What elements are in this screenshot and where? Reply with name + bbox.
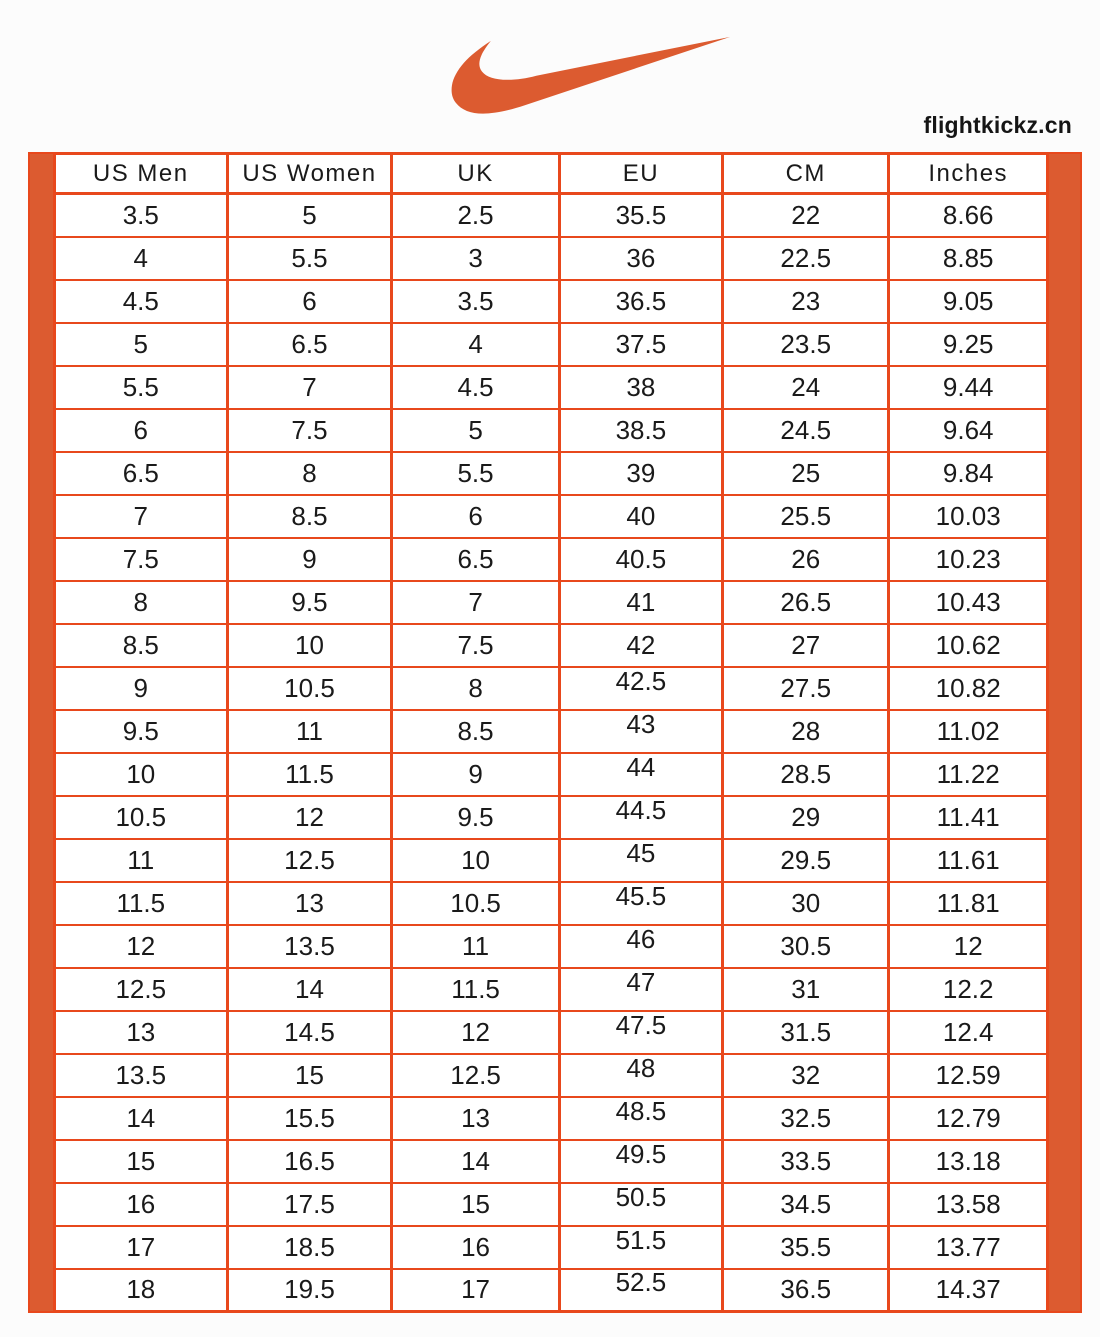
size-cell: 11.61 [889,839,1048,882]
size-cell: 13 [55,1011,228,1054]
size-cell: 15 [392,1183,559,1226]
size-cell: 6 [55,409,228,452]
table-row [55,452,1048,495]
size-cell: 14 [392,1140,559,1183]
size-cell: 10 [227,624,392,667]
size-cell: 9 [392,753,559,796]
size-cell: 9.84 [889,452,1048,495]
table-row [55,1140,1048,1183]
size-cell: 11 [55,839,228,882]
size-cell: 5.5 [55,366,228,409]
size-cell: 10.03 [889,495,1048,538]
size-cell: 49.5 [559,1140,722,1183]
size-cell: 12.5 [227,839,392,882]
table-row [55,495,1048,538]
size-cell: 43 [559,710,722,753]
column-header: EU [559,154,722,194]
size-cell: 10.23 [889,538,1048,581]
table-row [55,1183,1048,1226]
size-cell: 35.5 [559,194,722,237]
size-cell: 25.5 [723,495,889,538]
size-cell: 19.5 [227,1269,392,1312]
size-cell: 16.5 [227,1140,392,1183]
size-cell: 7.5 [55,538,228,581]
size-cell: 9.5 [227,581,392,624]
size-cell: 5.5 [227,237,392,280]
table-row [55,280,1048,323]
size-cell: 45 [559,839,722,882]
size-cell: 39 [559,452,722,495]
size-cell: 11.5 [55,882,228,925]
size-cell: 50.5 [559,1183,722,1226]
table-row [55,1011,1048,1054]
nike-swoosh-icon [450,24,732,120]
size-cell: 10.5 [392,882,559,925]
column-header: UK [392,154,559,194]
size-cell: 23.5 [723,323,889,366]
size-cell: 22 [723,194,889,237]
size-cell: 37.5 [559,323,722,366]
size-cell: 27.5 [723,667,889,710]
size-cell: 13 [392,1097,559,1140]
size-cell: 13.18 [889,1140,1048,1183]
size-cell: 9.05 [889,280,1048,323]
size-cell: 7 [55,495,228,538]
size-cell: 36.5 [559,280,722,323]
size-cell: 9.25 [889,323,1048,366]
size-cell: 16 [55,1183,228,1226]
size-cell: 11.02 [889,710,1048,753]
column-header: US Men [55,154,228,194]
size-cell: 13.77 [889,1226,1048,1269]
size-cell: 14.37 [889,1269,1048,1312]
size-cell: 28.5 [723,753,889,796]
table-row [55,194,1048,237]
size-cell: 12 [227,796,392,839]
size-cell: 7 [392,581,559,624]
size-cell: 5 [227,194,392,237]
table-row [55,323,1048,366]
size-cell: 15 [55,1140,228,1183]
right-accent-bar [1049,152,1082,1313]
size-cell: 23 [723,280,889,323]
size-cell: 18.5 [227,1226,392,1269]
size-cell: 7.5 [227,409,392,452]
size-cell: 28 [723,710,889,753]
table-row [55,968,1048,1011]
size-cell: 8 [227,452,392,495]
size-cell: 9 [55,667,228,710]
size-cell: 17.5 [227,1183,392,1226]
size-cell: 26.5 [723,581,889,624]
size-cell: 5.5 [392,452,559,495]
size-cell: 12.5 [55,968,228,1011]
size-cell: 29.5 [723,839,889,882]
size-cell: 24 [723,366,889,409]
size-conversion-table [53,152,1049,1313]
table-row [55,667,1048,710]
table-row [55,796,1048,839]
table-row [55,237,1048,280]
size-cell: 34.5 [723,1183,889,1226]
column-header: Inches [889,154,1048,194]
size-cell: 10.82 [889,667,1048,710]
size-cell: 11.5 [227,753,392,796]
size-cell: 7 [227,366,392,409]
size-cell: 2.5 [392,194,559,237]
size-cell: 3.5 [392,280,559,323]
size-cell: 52.5 [559,1269,722,1312]
size-cell: 14.5 [227,1011,392,1054]
size-cell: 47 [559,968,722,1011]
size-cell: 8.85 [889,237,1048,280]
size-chart [28,152,1082,1313]
size-cell: 5 [55,323,228,366]
size-cell: 22.5 [723,237,889,280]
size-cell: 12 [889,925,1048,968]
page-header [0,0,1100,152]
size-cell: 44.5 [559,796,722,839]
size-cell: 6.5 [227,323,392,366]
size-cell: 12.59 [889,1054,1048,1097]
size-cell: 44 [559,753,722,796]
size-cell: 11.81 [889,882,1048,925]
table-row [55,409,1048,452]
size-cell: 41 [559,581,722,624]
size-cell: 10.62 [889,624,1048,667]
size-cell: 11 [227,710,392,753]
size-cell: 12.5 [392,1054,559,1097]
size-cell: 38.5 [559,409,722,452]
size-cell: 51.5 [559,1226,722,1269]
size-cell: 36 [559,237,722,280]
size-cell: 12.79 [889,1097,1048,1140]
size-cell: 42.5 [559,667,722,710]
table-row [55,1054,1048,1097]
size-cell: 8.5 [227,495,392,538]
size-cell: 11.41 [889,796,1048,839]
size-cell: 6 [227,280,392,323]
table-row [55,710,1048,753]
size-cell: 5 [392,409,559,452]
size-cell: 25 [723,452,889,495]
size-cell: 46 [559,925,722,968]
size-cell: 6.5 [55,452,228,495]
size-cell: 4 [392,323,559,366]
size-cell: 14 [55,1097,228,1140]
size-cell: 40.5 [559,538,722,581]
size-cell: 13.5 [227,925,392,968]
size-cell: 6 [392,495,559,538]
table-row [55,581,1048,624]
size-cell: 12 [55,925,228,968]
size-cell: 17 [392,1269,559,1312]
size-cell: 31.5 [723,1011,889,1054]
size-cell: 40 [559,495,722,538]
size-cell: 4 [55,237,228,280]
size-cell: 7.5 [392,624,559,667]
size-cell: 6.5 [392,538,559,581]
size-cell: 10.5 [227,667,392,710]
size-cell: 9.5 [392,796,559,839]
size-cell: 17 [55,1226,228,1269]
size-cell: 38 [559,366,722,409]
size-cell: 26 [723,538,889,581]
size-cell: 33.5 [723,1140,889,1183]
size-cell: 32 [723,1054,889,1097]
size-cell: 42 [559,624,722,667]
size-cell: 32.5 [723,1097,889,1140]
size-cell: 36.5 [723,1269,889,1312]
table-row [55,1269,1048,1312]
size-cell: 4.5 [392,366,559,409]
size-cell: 15 [227,1054,392,1097]
size-cell: 10.43 [889,581,1048,624]
size-cell: 35.5 [723,1226,889,1269]
size-cell: 45.5 [559,882,722,925]
size-cell: 18 [55,1269,228,1312]
table-row [55,882,1048,925]
header-row [55,154,1048,194]
size-cell: 30 [723,882,889,925]
size-cell: 15.5 [227,1097,392,1140]
size-cell: 11 [392,925,559,968]
size-cell: 13.5 [55,1054,228,1097]
size-cell: 8.66 [889,194,1048,237]
size-cell: 3.5 [55,194,228,237]
size-cell: 24.5 [723,409,889,452]
table-row [55,366,1048,409]
size-cell: 8 [55,581,228,624]
size-cell: 11.5 [392,968,559,1011]
column-header: CM [723,154,889,194]
size-cell: 9.64 [889,409,1048,452]
size-cell: 9.44 [889,366,1048,409]
size-cell: 8 [392,667,559,710]
size-cell: 14 [227,968,392,1011]
size-cell: 12.4 [889,1011,1048,1054]
size-cell: 4.5 [55,280,228,323]
table-row [55,839,1048,882]
size-cell: 12 [392,1011,559,1054]
size-cell: 9 [227,538,392,581]
size-cell: 47.5 [559,1011,722,1054]
table-row [55,925,1048,968]
size-cell: 3 [392,237,559,280]
size-cell: 48 [559,1054,722,1097]
column-header: US Women [227,154,392,194]
table-row [55,538,1048,581]
table-row [55,1226,1048,1269]
size-cell: 27 [723,624,889,667]
size-cell: 13.58 [889,1183,1048,1226]
table-row [55,1097,1048,1140]
size-cell: 11.22 [889,753,1048,796]
size-cell: 31 [723,968,889,1011]
table-row [55,753,1048,796]
size-cell: 9.5 [55,710,228,753]
size-cell: 10.5 [55,796,228,839]
size-cell: 10 [392,839,559,882]
size-cell: 8.5 [55,624,228,667]
size-cell: 29 [723,796,889,839]
size-cell: 13 [227,882,392,925]
table-row [55,624,1048,667]
size-cell: 8.5 [392,710,559,753]
size-cell: 30.5 [723,925,889,968]
size-cell: 10 [55,753,228,796]
size-cell: 48.5 [559,1097,722,1140]
left-accent-bar [28,152,53,1313]
size-cell: 16 [392,1226,559,1269]
site-watermark: flightkickz.cn [923,112,1072,138]
size-cell: 12.2 [889,968,1048,1011]
